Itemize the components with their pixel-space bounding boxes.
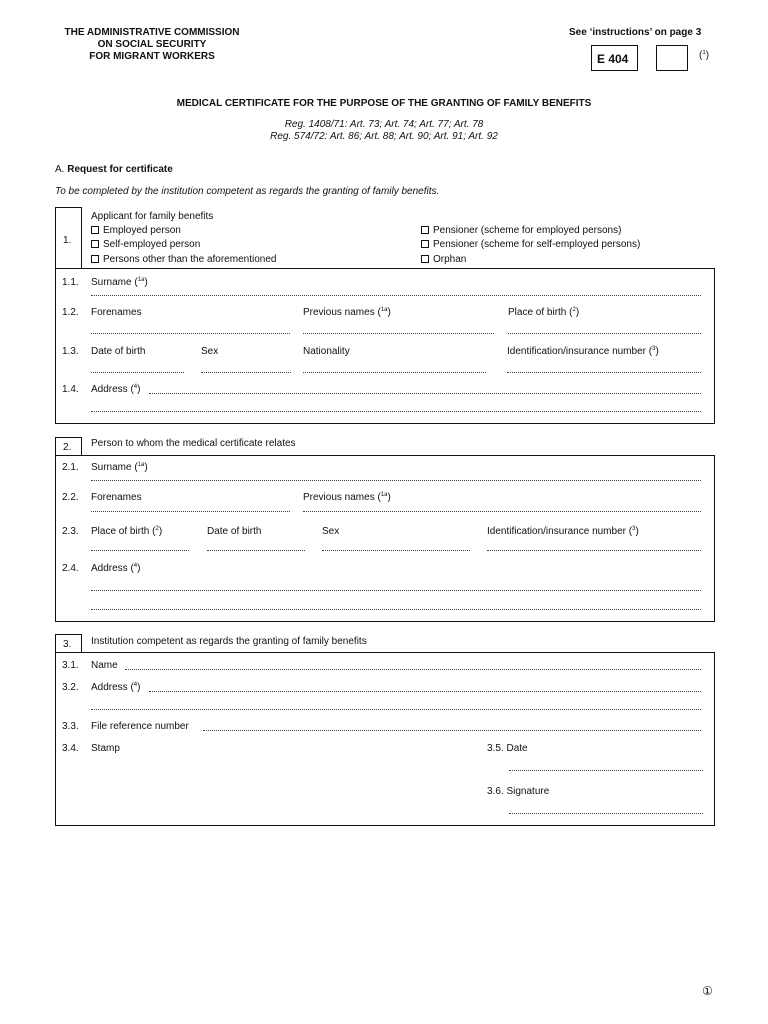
form-code-box <box>591 45 638 71</box>
checkbox-icon[interactable] <box>421 255 429 263</box>
institution-address-label: Address ($^4$) <box>91 682 141 693</box>
option-pensioner-self-employed[interactable]: Pensioner (scheme for self-employed persons) <box>421 239 640 251</box>
person-place-of-birth-field[interactable] <box>91 550 189 551</box>
signature-label: 3.6. Signature <box>487 786 550 797</box>
field-number-1-2: 1.2. <box>62 307 79 318</box>
person-sex-label: Sex <box>322 526 340 537</box>
stamp-label: Stamp <box>91 743 120 754</box>
identification-number-label: Identification/insurance number ($^3$) <box>507 346 659 357</box>
form-code: E 404 <box>597 52 629 66</box>
option-self-employed-person[interactable]: Self-employed person <box>91 239 200 251</box>
field-number-1-3: 1.3. <box>62 346 79 357</box>
previous-names-field[interactable] <box>303 333 494 334</box>
address-label: Address ($^4$) <box>91 384 141 395</box>
nationality-field[interactable] <box>303 372 486 373</box>
identification-number-field[interactable] <box>507 372 701 373</box>
institution-address-field-line-1[interactable] <box>149 691 701 692</box>
regulation-line-1: Reg. 1408/71: Art. 73; Art. 74; Art. 77; Art. 78 <box>284 119 484 130</box>
surname-label: Surname ($^{1a}$) <box>91 277 148 288</box>
institution-name-field[interactable] <box>125 669 701 670</box>
org-name-line2: ON SOCIAL SECURITY <box>97 39 207 50</box>
person-address-field-line-1[interactable] <box>91 590 701 591</box>
person-sex-field[interactable] <box>322 550 470 551</box>
regulation-line-2: Reg. 574/72: Art. 86; Art. 88; Art. 90; Art. 91; Art. 92 <box>270 131 498 142</box>
section-a-heading: A. Request for certificate <box>55 164 173 175</box>
applicant-heading: Applicant for family benefits <box>91 211 214 222</box>
date-of-birth-field[interactable] <box>91 372 184 373</box>
person-forenames-label: Forenames <box>91 492 142 503</box>
sex-field[interactable] <box>201 372 291 373</box>
field-number-3-4: 3.4. <box>62 743 79 754</box>
field-number-2-3: 2.3. <box>62 526 79 537</box>
place-of-birth-field[interactable] <box>508 333 701 334</box>
sex-label: Sex <box>201 346 219 357</box>
surname-field[interactable] <box>91 295 701 296</box>
section-a-note: To be completed by the institution competent as regards the granting of family benefits. <box>55 186 440 197</box>
forenames-label: Forenames <box>91 307 142 318</box>
section-2-heading: Person to whom the medical certificate relates <box>91 438 296 449</box>
section-3-number-box: 3. <box>55 634 82 653</box>
field-number-1-4: 1.4. <box>62 384 79 395</box>
option-orphan[interactable]: Orphan <box>421 254 466 266</box>
previous-names-label: Previous names ($^{1a}$) <box>303 307 391 318</box>
country-code-box[interactable] <box>656 45 688 71</box>
person-address-field-line-2[interactable] <box>91 609 701 610</box>
person-date-of-birth-field[interactable] <box>207 550 305 551</box>
institution-address-field-line-2[interactable] <box>91 709 701 710</box>
footnote-ref: ($^1$) <box>699 50 710 61</box>
person-identification-number-label: Identification/insurance number ($^3$) <box>487 526 639 537</box>
page-number: ① <box>702 984 713 998</box>
field-number-3-2: 3.2. <box>62 682 79 693</box>
date-of-birth-label: Date of birth <box>91 346 146 357</box>
file-reference-label: File reference number <box>91 721 189 732</box>
section-3-fields-box <box>55 652 715 826</box>
institution-name-label: Name <box>91 660 118 671</box>
person-surname-label: Surname ($^{1a}$) <box>91 462 148 473</box>
date-label: 3.5. Date <box>487 743 528 754</box>
person-date-of-birth-label: Date of birth <box>207 526 262 537</box>
org-name-line3: FOR MIGRANT WORKERS <box>89 51 215 62</box>
forenames-field[interactable] <box>91 333 290 334</box>
checkbox-icon[interactable] <box>91 226 99 234</box>
place-of-birth-label: Place of birth ($^2$) <box>508 307 580 318</box>
org-name-line1: THE ADMINISTRATIVE COMMISSION <box>64 27 240 38</box>
option-employed-person[interactable]: Employed person <box>91 225 181 237</box>
person-place-of-birth-label: Place of birth ($^2$) <box>91 526 163 537</box>
checkbox-icon[interactable] <box>421 226 429 234</box>
person-previous-names-label: Previous names ($^{1a}$) <box>303 492 391 503</box>
field-number-3-1: 3.1. <box>62 660 79 671</box>
field-number-2-4: 2.4. <box>62 563 79 574</box>
section-2-number-box: 2. <box>55 437 82 456</box>
field-number-2-2: 2.2. <box>62 492 79 503</box>
checkbox-icon[interactable] <box>91 255 99 263</box>
date-field[interactable] <box>509 770 703 771</box>
nationality-label: Nationality <box>303 346 350 357</box>
field-number-2-1: 2.1. <box>62 462 79 473</box>
section-3-heading: Institution competent as regards the granting of family benefits <box>91 636 367 647</box>
checkbox-icon[interactable] <box>91 240 99 248</box>
field-number-3-3: 3.3. <box>62 721 79 732</box>
person-identification-number-field[interactable] <box>487 550 701 551</box>
field-number-1-1: 1.1. <box>62 277 79 288</box>
address-field-line-1[interactable] <box>149 393 701 394</box>
file-reference-field[interactable] <box>203 730 701 731</box>
person-forenames-field[interactable] <box>91 511 290 512</box>
person-surname-field[interactable] <box>91 480 701 481</box>
page-title: MEDICAL CERTIFICATE FOR THE PURPOSE OF THE GRANTING OF FAMILY BENEFITS <box>176 98 592 109</box>
instructions-note: See ‘instructions’ on page 3 <box>569 27 702 38</box>
checkbox-icon[interactable] <box>421 240 429 248</box>
person-address-label: Address ($^4$) <box>91 563 141 574</box>
option-other-persons[interactable]: Persons other than the aforementioned <box>91 254 276 266</box>
option-pensioner-employed[interactable]: Pensioner (scheme for employed persons) <box>421 225 621 237</box>
signature-field[interactable] <box>509 813 703 814</box>
address-field-line-2[interactable] <box>91 411 701 412</box>
person-previous-names-field[interactable] <box>303 511 701 512</box>
section-1-number-box: 1. <box>55 207 82 269</box>
